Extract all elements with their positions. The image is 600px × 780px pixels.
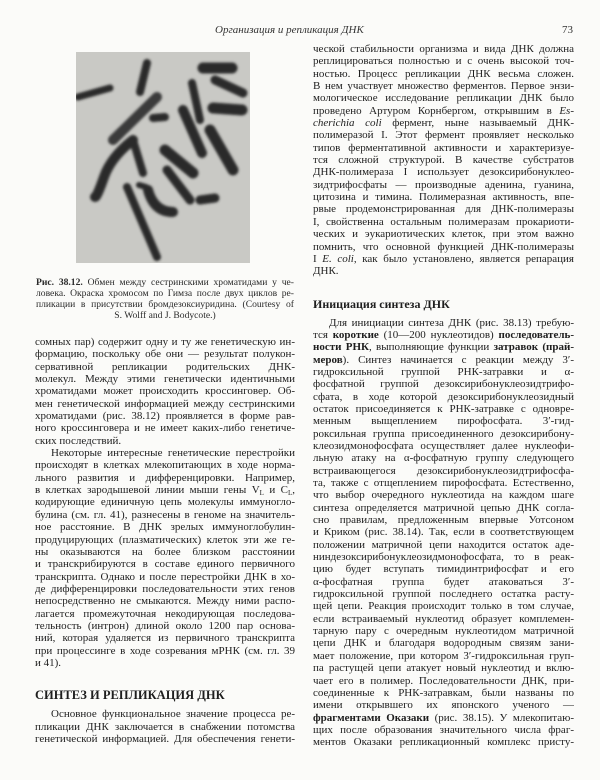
text-line: и транскрибируются в составе единого первичного <box>35 558 295 571</box>
text-line: помнить, что основной функцией ДНК-полимеразы <box>313 240 574 253</box>
text-line: мен генетической информацией между сестринскими <box>35 397 295 410</box>
text-line: тарную пару с очередным нуклеотидом матричной <box>313 625 574 638</box>
text-line: I, свойственна остальным полимеразам прокариоти- <box>313 215 574 228</box>
bold-term: меров <box>313 353 343 366</box>
text-line: мает положение, при котором 3′-гидроксильная груп- <box>313 649 574 662</box>
chromosome-micrograph <box>76 52 250 263</box>
italic-term: Es- <box>559 104 574 117</box>
paragraph <box>35 447 295 669</box>
text-line: если встраиваемый нуклеотид образует комплемен- <box>313 612 574 625</box>
text-line: и 41). <box>35 656 62 669</box>
text-run: в клетках зародышевой линии мыши гены V <box>35 484 260 497</box>
text-line: хроматидами может происходить кроссинговер. Об- <box>35 385 295 398</box>
figure-caption <box>36 277 294 321</box>
text-line <box>313 712 574 724</box>
italic-term: cherichia coli <box>313 117 382 130</box>
section-heading: СИНТЕЗ И РЕПЛИКАЦИЯ ДНК <box>35 688 225 703</box>
subscript: L <box>287 489 293 497</box>
text-line <box>313 253 574 265</box>
text-line: та, также с отщеплением пирофосфата. Естественно, <box>313 477 574 489</box>
paragraph <box>35 708 295 745</box>
text-line: происходят в клетках млекопитающих в ходе норма- <box>35 459 295 472</box>
text-line: фосфатной группой дезоксирибонуклеозидтрифо- <box>313 378 574 391</box>
running-header <box>0 24 600 40</box>
text-line <box>35 484 295 496</box>
text-line: клеозидмонофосфата осуществляет далее нуклеофи- <box>313 439 574 452</box>
text-line: формацию, поскольку обе они — результат полукон- <box>35 348 295 361</box>
text-line: рвые продемонстрированная для ДНК-полимеразы <box>313 203 574 216</box>
text-line: сно правилам, предложенным впервые Уотсоном <box>313 514 574 527</box>
text-line <box>313 329 574 341</box>
text-run: I <box>313 252 323 265</box>
text-line: пликации ДНК заключается в снабжении потомства <box>35 720 295 733</box>
text-line: пликации в присутствии бромдезоксиуридина. (Courtesy of <box>36 299 294 310</box>
text-line: α-фосфатная группа будет атаковаться 3′- <box>313 575 574 588</box>
text-line: Для инициации синтеза ДНК (рис. 38.13) требую- <box>329 316 574 329</box>
text-run: , выполняющие функции <box>369 341 494 354</box>
text-line: В нем участвует множество ферментов. Первое энзи- <box>313 80 574 93</box>
text-line: генетической информацией. Для обеспечения генети- <box>35 732 295 745</box>
text-line: щих после образования значительного числа фраг- <box>313 723 574 736</box>
text-line: де дифференцировки последовательности этих генов <box>35 582 295 595</box>
text-line: синтеза определяется матричной цепью ДНК согла- <box>313 501 574 514</box>
text-line: Некоторые интересные генетические перестройки <box>51 447 295 460</box>
text-line: хроматидами (рис. 38.12) проявляется в форме рав- <box>35 410 295 423</box>
text-line: ного кроссинговера и не имеет каких-либо генетиче- <box>35 422 295 435</box>
paragraph <box>313 43 574 278</box>
text-line: что выбор очередного нуклеотида на каждом шаге <box>313 489 574 502</box>
text-line: тельность (интрон) длиной около 1200 пар основа- <box>35 619 295 632</box>
text-run: (рис. 38.15). У млекопитаю- <box>429 711 574 724</box>
text-line: щей цепи. Реакция происходит только в том случае, <box>313 600 574 613</box>
bold-term: затравок (прай- <box>493 341 574 354</box>
left-column <box>35 336 295 745</box>
text-line: встраивающегося дезоксирибонуклеозидтрифосфа- <box>313 464 574 477</box>
text-line: ное расстояние. В ДНК зрелых иммуноглобулин- <box>35 521 295 534</box>
text-line <box>36 277 294 288</box>
subscript: L <box>259 489 264 497</box>
text-run: (10—200 нуклеотидов) <box>378 328 499 341</box>
text-line: па растущей цепи атакует новый нуклеотид и вклю- <box>313 662 574 675</box>
text-line: цепи ДНК и благодаря водородным связям зани- <box>313 637 574 650</box>
text-line: S. Wolff and J. Bodycote.) <box>114 310 216 321</box>
text-run: Обмен между сестринскими хроматидами у че- <box>82 277 294 288</box>
text-run: ). Синтез начинается с реакции между 3′- <box>342 353 574 366</box>
text-line: полимеразой I. Этот фермент проявляет несколько <box>313 129 574 142</box>
text-line: Основное функциональное значение процесса ре- <box>51 708 295 721</box>
text-line: ментов Оказаки репликационный комплекс присту- <box>313 736 574 749</box>
text-line: ны оказываются на более близком расстоянии <box>35 545 295 558</box>
text-line: льного развития и дифференцировки. Например, <box>35 471 295 484</box>
chromosome-image <box>76 52 250 263</box>
text-line: реплицироваться полностью и с очень высокой точ- <box>313 55 574 68</box>
text-line: типов ферментативной активности и характеризуе- <box>313 141 574 154</box>
text-line: лагается промежуточная некодирующая последова- <box>35 607 295 620</box>
paragraph <box>35 336 295 447</box>
text-line: ниндезоксирибонуклеозидмонофосфата, то в реак- <box>313 551 574 564</box>
page-number: 73 <box>562 24 573 36</box>
text-run: фермент, ныне называемый ДНК- <box>381 117 574 130</box>
text-line: остаток присоединяется к РНК-затравке с одновре- <box>313 402 574 415</box>
text-line: транскрипта. Однако и после перестройки ДНК в хо- <box>35 570 295 583</box>
text-line: ДНК-полимераза I использует дезоксирибонуклео- <box>313 166 574 179</box>
text-line: ческой стабильности организма и вида ДНК должна <box>313 43 574 55</box>
text-line: продуцирующих (плазматических) клеток эти же ге- <box>35 533 295 546</box>
text-line: менным выщеплением пирофосфата. 3′-гид- <box>313 415 574 428</box>
text-run: , как было установлено, является репарация <box>353 252 574 265</box>
text-line: зидтрифосфаты — производные аденина, гуанина, <box>313 178 574 191</box>
text-line: ДНК. <box>313 265 339 278</box>
paragraph <box>313 317 574 749</box>
text-line: льную атаку на α-фосфатную группу следующего <box>313 452 574 465</box>
text-line: ний, которая удаляется из первичного транскрипта <box>35 632 295 645</box>
text-run: проведено Артуром Корнбергом, открывшим в <box>313 104 560 117</box>
text-line: соединенные к РНК-затравкам, были названы по <box>313 686 574 699</box>
text-line: сомных пар) содержит одну и ту же генетическую ин- <box>35 336 295 348</box>
text-line: при процессинге в ходе созревания мРНК (см. гл. 39 <box>35 644 295 657</box>
text-line: ловека. Окраска хромосом по Гимза после двух циклов ре- <box>36 288 294 299</box>
text-run: и C <box>263 484 288 497</box>
bold-term: ности РНК <box>313 341 370 354</box>
text-line <box>313 354 574 366</box>
text-line: кодирующие единичную цепь молекулы иммуногло- <box>35 496 295 509</box>
text-line: булина (см. гл. 41), разнесены в геноме на значитель- <box>35 508 295 521</box>
bold-term: короткие <box>332 328 379 341</box>
text-line: сфата, в ходе которой дезоксирибонуклеозидный <box>313 390 574 403</box>
bold-term: фрагментами Оказаки <box>313 711 430 724</box>
text-line: имени открывшего их японского ученого — <box>313 699 574 712</box>
text-line: молекул. Между этими генетически идентичными <box>35 373 295 386</box>
text-line: цию будет вступать тимидинтрифосфат и его <box>313 563 574 576</box>
text-line: ских последствий. <box>35 434 122 447</box>
italic-term: E. coli <box>322 252 354 265</box>
text-line: мологическое исследование репликации ДНК было <box>313 92 574 105</box>
text-line: положении матричной цепи находится остаток аде- <box>313 538 574 551</box>
text-run: , <box>292 484 295 497</box>
right-column <box>313 43 574 749</box>
text-line: гидроксильной группой последнего остатка расту- <box>313 588 574 601</box>
text-line: тся сложной структурой. В качестве субстратов <box>313 154 574 167</box>
text-line <box>313 105 574 117</box>
bold-term: Рис. 38.12. <box>36 277 83 288</box>
section-heading: Инициация синтеза ДНК <box>313 296 450 311</box>
text-line: роксильная группа присоединенного дезоксирибону- <box>313 427 574 440</box>
text-run: тся <box>313 328 333 341</box>
text-line: сервативной репликации родительских ДНК- <box>35 360 295 373</box>
text-line: непосредственно не смыкаются. Между ними распо- <box>35 595 295 608</box>
text-line: чает его в полимер. Последовательности ДНК, при- <box>313 674 574 687</box>
text-line: цитозина и тимина. Полимеразная активность, впе- <box>313 191 574 204</box>
running-title: Организация и репликация ДНК <box>215 24 364 36</box>
text-line <box>313 341 574 353</box>
text-line: гидроксильной группой РНК-затравки и α- <box>313 365 574 378</box>
text-line <box>313 117 574 129</box>
text-line: ческих и эукариотических клеток, при этом важно <box>313 228 574 241</box>
bold-term: последователь- <box>498 328 574 341</box>
text-line: и Криком (рис. 38.14). Так, если в соответствующем <box>313 526 574 539</box>
text-line: ностью. Процесс репликации ДНК весьма сложен. <box>313 67 574 80</box>
